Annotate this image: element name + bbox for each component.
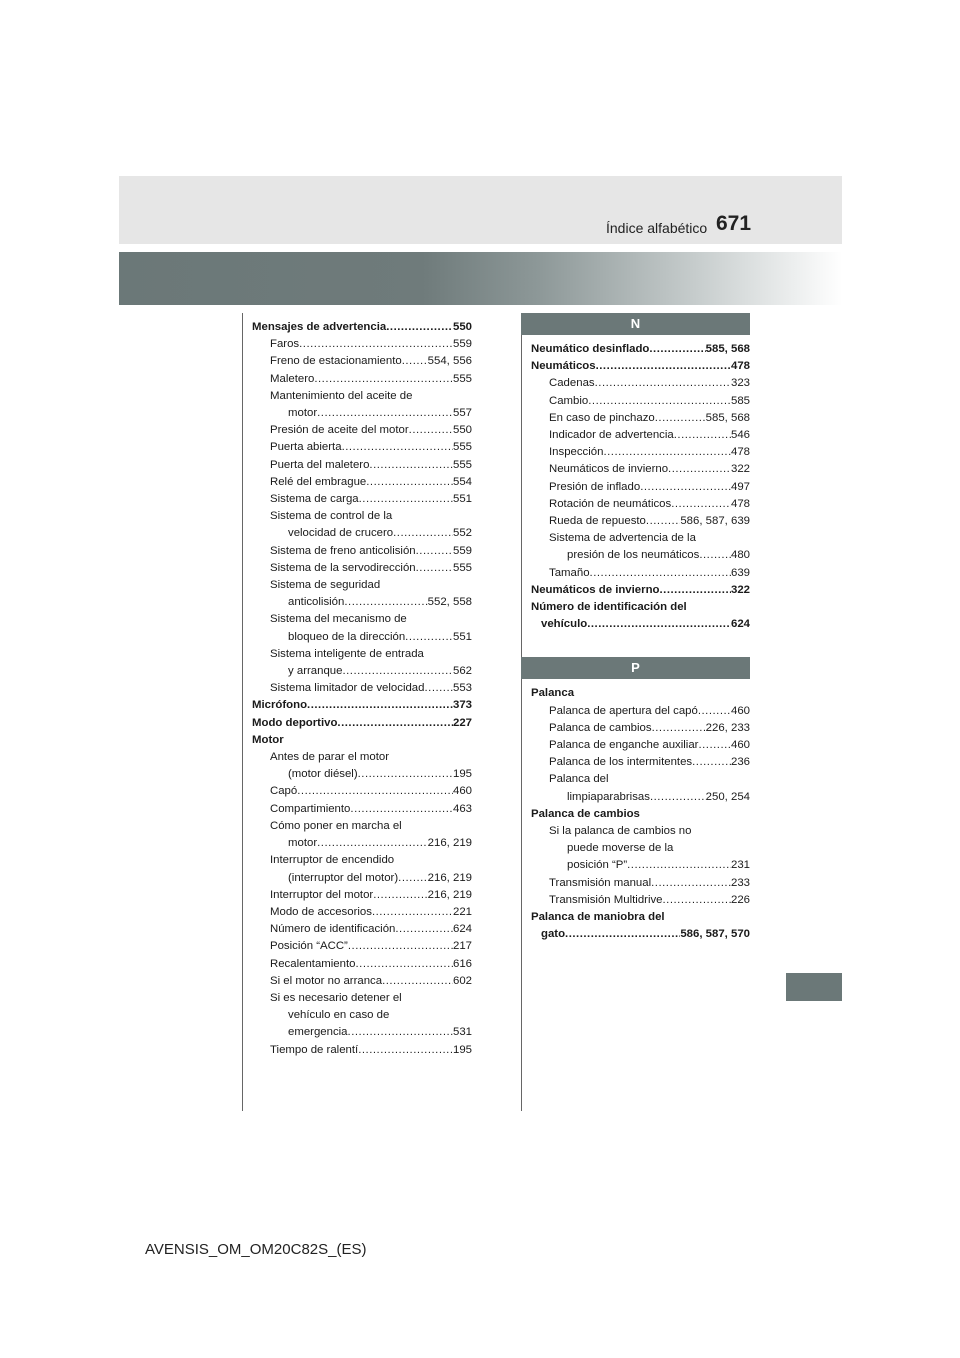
index-entry <box>531 375 750 392</box>
dot-leader <box>699 547 731 564</box>
index-entry: Palanca de cambios <box>531 807 640 820</box>
index-entry <box>531 461 750 478</box>
dot-leader <box>402 353 428 370</box>
entry-text: vehículo <box>541 618 588 631</box>
entry-text: bloqueo de la dirección <box>288 630 406 643</box>
entry-pages: 555 <box>452 441 472 454</box>
entry-pages: 460 <box>452 785 472 798</box>
index-entry: vehículo en caso de <box>288 1009 390 1022</box>
entry-text: Mensajes de advertencia <box>252 321 387 333</box>
dot-leader <box>409 422 453 439</box>
dot-leader <box>358 766 453 783</box>
index-entry <box>252 1024 472 1041</box>
entry-text: Palanca de enganche auxiliar <box>549 739 699 752</box>
dot-leader <box>373 887 427 904</box>
index-entry: Motor <box>252 733 284 746</box>
dot-leader <box>372 904 453 921</box>
entry-pages: 216, 219 <box>427 888 472 901</box>
index-entry <box>252 870 472 887</box>
index-entry: Sistema del mecanismo de <box>270 613 407 626</box>
index-column-right <box>531 313 750 944</box>
entry-text: Neumático desinflado <box>531 343 650 355</box>
index-entry <box>252 663 472 680</box>
dot-leader <box>366 474 453 491</box>
dot-leader <box>565 926 680 943</box>
entry-text: Tiempo de ralentí <box>270 1043 359 1056</box>
entry-text: Micrófono <box>252 699 308 712</box>
entry-pages: 195 <box>452 1043 472 1056</box>
index-entry <box>252 319 472 336</box>
entry-pages: 478 <box>730 497 750 510</box>
entry-text: Número de identificación <box>270 923 396 936</box>
entry-pages: 639 <box>730 566 750 579</box>
dot-leader <box>359 491 453 508</box>
dot-leader <box>587 616 731 633</box>
dot-leader <box>348 938 453 955</box>
entry-text: Relé del embrague <box>270 475 367 488</box>
dot-leader <box>652 720 706 737</box>
entry-pages: 460 <box>730 704 750 717</box>
dot-leader <box>297 783 453 800</box>
dot-leader <box>649 341 705 358</box>
index-entry: Cómo poner en marcha el <box>270 819 402 832</box>
index-entry <box>531 513 750 530</box>
entry-text: posición “P” <box>567 859 628 872</box>
entry-pages: 227 <box>452 716 472 729</box>
entry-text: Puerta abierta <box>270 441 342 454</box>
entry-pages: 586, 587, 639 <box>680 515 750 528</box>
dot-leader <box>596 358 731 375</box>
dot-leader <box>655 410 706 427</box>
entry-text: Rueda de repuesto <box>549 515 646 528</box>
left-column-rule <box>242 313 243 1111</box>
dot-leader <box>348 1024 453 1041</box>
entry-text: Rotación de neumáticos <box>549 497 672 510</box>
index-entry: Antes de parar el motor <box>270 751 390 764</box>
entry-pages: 585, 568 <box>705 343 750 355</box>
entry-text: Si el motor no arranca <box>270 974 383 987</box>
dot-leader <box>317 835 428 852</box>
index-entry <box>531 926 750 943</box>
dot-leader <box>358 1042 453 1059</box>
entry-text: Interruptor del motor <box>270 888 374 901</box>
dot-leader <box>344 594 427 611</box>
dot-leader <box>674 427 731 444</box>
entry-text: Presión de aceite del motor <box>270 424 409 437</box>
entry-pages: 546 <box>730 429 750 442</box>
entry-text: Faros <box>270 338 300 351</box>
entry-pages: 250, 254 <box>705 790 750 803</box>
index-entry <box>531 410 750 427</box>
entry-text: Posición “ACC” <box>270 940 348 953</box>
index-entry: Sistema de control de la <box>270 510 393 523</box>
index-entry: Mantenimiento del aceite de <box>270 389 413 402</box>
entry-pages: 221 <box>452 905 472 918</box>
index-entry <box>531 358 750 375</box>
index-entry <box>531 444 750 461</box>
entry-text: Transmisión Multidrive <box>549 893 663 906</box>
right-column-rule <box>521 313 522 1111</box>
dot-leader <box>698 737 731 754</box>
index-entry <box>531 720 750 737</box>
side-thumb-tab <box>786 973 842 1001</box>
dot-leader <box>424 680 453 697</box>
entry-text: Neumáticos de invierno <box>549 463 669 476</box>
dot-leader <box>650 789 706 806</box>
entry-pages: 585 <box>730 394 750 407</box>
entry-text: Maletero <box>270 372 315 385</box>
index-entry <box>252 973 472 990</box>
entry-text: velocidad de crucero <box>288 527 394 540</box>
index-entry <box>252 956 472 973</box>
entry-pages: 460 <box>730 739 750 752</box>
dot-leader <box>603 444 731 461</box>
index-entry <box>252 715 472 732</box>
index-entry <box>252 543 472 560</box>
section-letter-n: N <box>521 313 750 335</box>
index-entry <box>252 422 472 439</box>
index-entry <box>531 393 750 410</box>
entry-text: Palanca de cambios <box>549 721 652 734</box>
dot-leader <box>595 375 731 392</box>
entry-text: (interruptor del motor) <box>288 871 399 884</box>
dot-leader <box>342 439 453 456</box>
index-entry <box>531 616 750 633</box>
entry-pages: 553 <box>452 682 472 695</box>
entry-pages: 602 <box>452 974 472 987</box>
entry-pages: 531 <box>452 1026 472 1039</box>
entry-pages: 559 <box>452 544 472 557</box>
dot-leader <box>668 461 731 478</box>
entry-pages: 557 <box>452 407 472 420</box>
entry-pages: 217 <box>452 940 472 953</box>
dot-leader <box>350 801 453 818</box>
dot-leader <box>416 543 453 560</box>
index-entry <box>252 801 472 818</box>
index-entry <box>252 904 472 921</box>
index-entry: puede moverse de la <box>567 842 674 855</box>
entry-pages: 478 <box>730 446 750 459</box>
dot-leader <box>660 582 731 599</box>
index-column-left <box>252 319 472 1059</box>
index-entry <box>252 680 472 697</box>
index-entry: Sistema de advertencia de la <box>549 532 696 545</box>
dot-leader <box>398 870 428 887</box>
index-entry <box>252 921 472 938</box>
entry-text: Modo deportivo <box>252 716 338 729</box>
dot-leader <box>369 457 453 474</box>
index-entry: Palanca <box>531 687 575 700</box>
entry-pages: 463 <box>452 802 472 815</box>
dot-leader <box>651 875 731 892</box>
dot-leader <box>692 754 731 771</box>
entry-pages: 552 <box>452 527 472 540</box>
index-entry <box>531 754 750 771</box>
dot-leader <box>627 857 731 874</box>
index-entry: Palanca del <box>549 773 609 786</box>
index-entry <box>252 766 472 783</box>
entry-pages: 554 <box>452 475 472 488</box>
dot-leader <box>386 319 453 336</box>
entry-text: presión de los neumáticos <box>567 549 700 562</box>
index-entry <box>531 582 750 599</box>
entry-text: Palanca de los intermitentes <box>549 756 693 769</box>
dot-leader <box>590 565 731 582</box>
dot-leader <box>671 496 731 513</box>
entry-text: En caso de pinchazo <box>549 411 655 424</box>
index-entry <box>531 892 750 909</box>
entry-text: gato <box>541 928 566 941</box>
entry-pages: 550 <box>452 321 472 333</box>
index-entry <box>531 737 750 754</box>
dot-leader <box>393 525 453 542</box>
index-entry <box>252 439 472 456</box>
index-entry <box>531 857 750 874</box>
index-entry <box>252 525 472 542</box>
index-entry <box>252 371 472 388</box>
entry-text: Sistema de carga <box>270 493 359 506</box>
dot-leader <box>663 892 731 909</box>
entry-text: Modo de accesorios <box>270 905 372 918</box>
dot-leader <box>382 973 453 990</box>
entry-text: motor <box>288 837 318 850</box>
entry-pages: 322 <box>730 463 750 476</box>
entry-text: Puerta del maletero <box>270 458 370 471</box>
section-title: Índice alfabético <box>606 220 708 236</box>
index-entry <box>531 427 750 444</box>
entry-pages: 562 <box>452 665 472 678</box>
dot-leader <box>337 715 453 732</box>
entry-pages: 233 <box>730 876 750 889</box>
entry-pages: 559 <box>452 338 472 351</box>
entry-pages: 555 <box>452 561 472 574</box>
entry-pages: 624 <box>452 923 472 936</box>
index-entry <box>252 457 472 474</box>
entry-text: Inspección <box>549 446 604 459</box>
entry-pages: 373 <box>452 699 472 712</box>
entry-pages: 216, 219 <box>427 871 472 884</box>
entry-pages: 216, 219 <box>427 837 472 850</box>
index-entry <box>531 703 750 720</box>
index-entry <box>252 835 472 852</box>
index-entry: Número de identificación del <box>531 601 687 614</box>
entry-text: Palanca de apertura del capó <box>549 704 698 717</box>
index-entry <box>531 341 750 358</box>
index-entry: Si la palanca de cambios no <box>549 825 692 838</box>
dot-leader <box>416 560 453 577</box>
dot-leader <box>299 336 453 353</box>
section-entries <box>531 685 750 943</box>
entry-pages: 551 <box>452 493 472 506</box>
entry-text: (motor diésel) <box>288 768 358 781</box>
entry-text: Sistema limitador de velocidad <box>270 682 425 695</box>
entry-pages: 323 <box>730 377 750 390</box>
entry-text: Neumáticos <box>531 360 596 373</box>
dot-leader <box>307 697 453 714</box>
index-entry <box>252 887 472 904</box>
entry-pages: 585, 568 <box>705 411 750 424</box>
entry-pages: 322 <box>730 583 750 596</box>
entry-text: emergencia <box>288 1026 348 1039</box>
index-entry <box>252 353 472 370</box>
entry-pages: 554, 556 <box>427 355 472 368</box>
dot-leader <box>405 629 453 646</box>
index-entry <box>252 474 472 491</box>
dot-leader <box>395 921 453 938</box>
index-entry <box>252 336 472 353</box>
entry-text: Transmisión manual <box>549 876 652 889</box>
index-entry <box>252 783 472 800</box>
entry-pages: 624 <box>730 618 750 631</box>
entry-pages: 550 <box>452 424 472 437</box>
entry-pages: 555 <box>452 458 472 471</box>
entry-text: limpiaparabrisas <box>567 790 650 803</box>
entry-text: anticolisión <box>288 596 345 609</box>
index-entry <box>531 875 750 892</box>
entry-pages: 497 <box>730 480 750 493</box>
dot-leader <box>640 479 731 496</box>
entry-pages: 555 <box>452 372 472 385</box>
page-number: 671 <box>716 212 752 235</box>
entry-pages: 616 <box>452 957 472 970</box>
entry-pages: 478 <box>730 360 750 373</box>
header-gradient-bar <box>119 252 842 305</box>
entry-pages: 552, 558 <box>427 596 472 609</box>
entry-pages: 231 <box>730 859 750 872</box>
index-entry: Palanca de maniobra del <box>531 911 665 924</box>
entry-text: Cadenas <box>549 377 595 390</box>
index-entry <box>531 565 750 582</box>
entry-text: Neumáticos de invierno <box>531 583 660 596</box>
index-entry <box>531 496 750 513</box>
entry-pages: 195 <box>452 768 472 781</box>
index-entry: Si es necesario detener el <box>270 991 402 1004</box>
index-entry <box>252 560 472 577</box>
entry-text: Tamaño <box>549 566 590 579</box>
entry-pages: 586, 587, 570 <box>680 928 750 941</box>
entry-text: Sistema de la servodirección <box>270 561 416 574</box>
index-entry <box>252 938 472 955</box>
entry-text: motor <box>288 407 318 420</box>
index-entry <box>252 697 472 714</box>
entry-pages: 226, 233 <box>705 721 750 734</box>
entry-text: Indicador de advertencia <box>549 429 674 442</box>
index-entry: Sistema de seguridad <box>270 579 381 592</box>
dot-leader <box>588 393 731 410</box>
entry-text: Capó <box>270 785 298 798</box>
index-entry <box>252 629 472 646</box>
index-entry: Sistema inteligente de entrada <box>270 647 424 660</box>
entry-pages: 226 <box>730 893 750 906</box>
dot-leader <box>646 513 680 530</box>
index-entry <box>252 594 472 611</box>
entry-pages: 551 <box>452 630 472 643</box>
index-entry <box>531 479 750 496</box>
index-entry <box>531 547 750 564</box>
entry-text: Presión de inflado <box>549 480 641 493</box>
index-entry <box>252 491 472 508</box>
entry-text: Sistema de freno anticolisión <box>270 544 416 557</box>
index-entry <box>252 405 472 422</box>
entry-text: Cambio <box>549 394 589 407</box>
entry-pages: 236 <box>730 756 750 769</box>
entry-text: y arranque <box>288 665 343 678</box>
entry-pages: 480 <box>730 549 750 562</box>
document-code: AVENSIS_OM_OM20C82S_(ES) <box>145 1241 367 1258</box>
dot-leader <box>314 371 453 388</box>
index-entry <box>531 789 750 806</box>
entry-text: Compartimiento <box>270 802 351 815</box>
index-entry: Interruptor de encendido <box>270 854 395 867</box>
section-letter-p: P <box>521 657 750 679</box>
index-entry <box>252 1042 472 1059</box>
dot-leader <box>342 663 453 680</box>
entry-text: Recalentamiento <box>270 957 356 970</box>
dot-leader <box>355 956 453 973</box>
entry-text: Freno de estacionamiento <box>270 355 402 368</box>
dot-leader <box>698 703 731 720</box>
section-entries <box>531 341 750 633</box>
dot-leader <box>317 405 453 422</box>
